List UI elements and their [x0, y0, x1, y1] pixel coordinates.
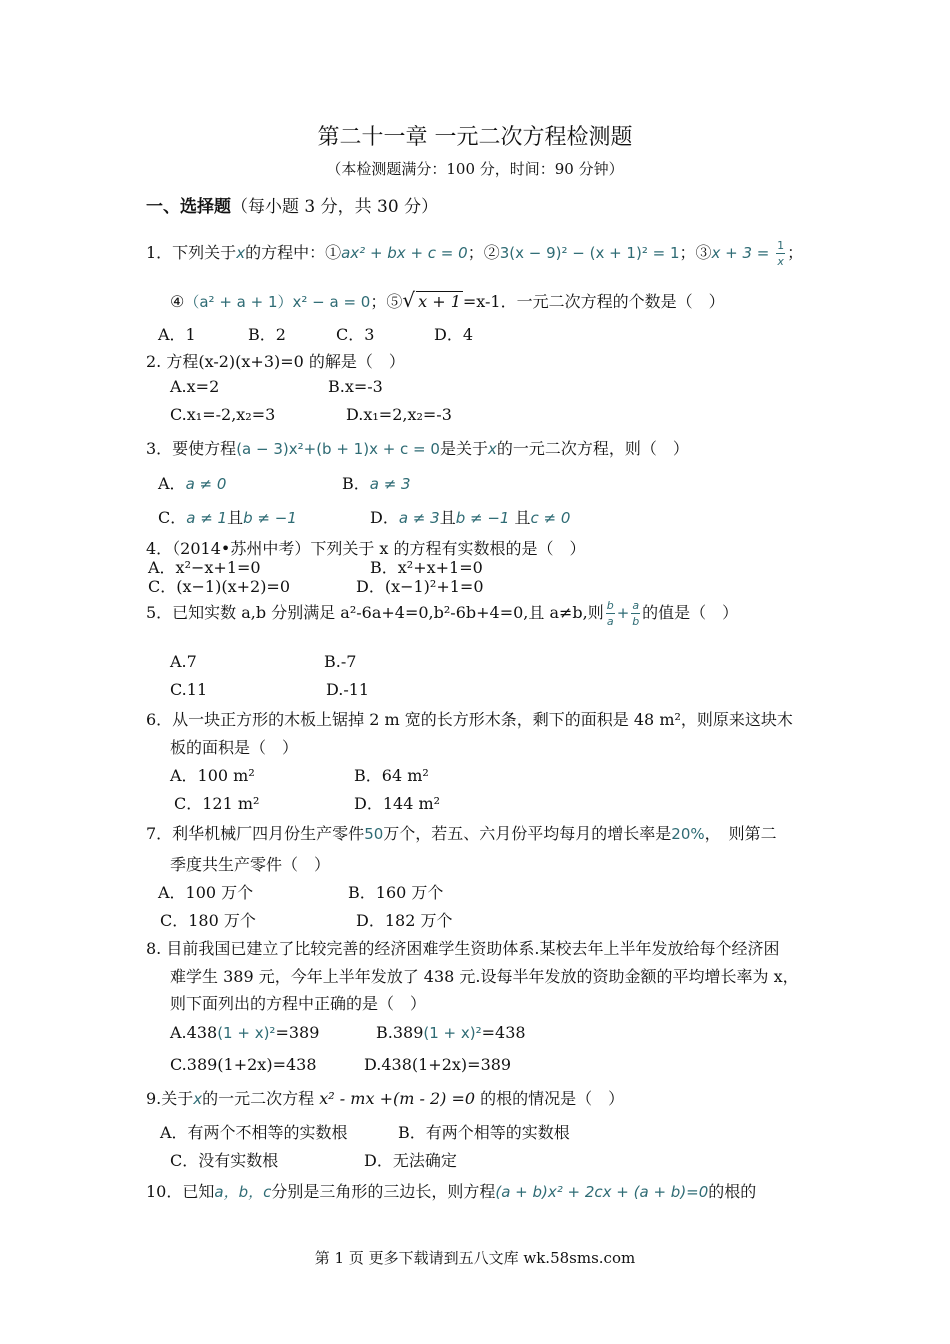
page-subtitle: （本检测题满分：100 分，时间：90 分钟）: [326, 160, 624, 178]
q4-stem: 4．（2014•苏州中考）下列关于 x 的方程有实数根的是（ ）: [146, 539, 586, 558]
q9-option-d[interactable]: D．无法确定: [364, 1151, 457, 1170]
q7-option-c[interactable]: C．180 万个: [160, 911, 256, 930]
q3-option-c-part1: a ≠ 1: [186, 509, 228, 527]
q3-eq: (a − 3)x²+(b + 1)x + c = 0: [236, 440, 440, 458]
q1-eq3: x + 3 =: [711, 244, 775, 262]
q1-tail: =x-1．一元二次方程的个数是（ ）: [462, 292, 725, 311]
q1-stem-line2: [170, 288, 725, 312]
q4-option-a[interactable]: A．x²−x+1=0: [148, 558, 261, 577]
q10-stem: [146, 1179, 756, 1202]
q6-option-b[interactable]: B．64 m²: [354, 766, 429, 785]
q9-stem: [146, 1086, 624, 1109]
q5-option-a[interactable]: A.7: [170, 652, 197, 671]
q2-option-d[interactable]: D.x₁=2,x₂=-3: [346, 405, 452, 424]
q8-option-a[interactable]: [170, 1023, 319, 1042]
q5-tail: 的值是（ ）: [642, 603, 739, 622]
q7-option-d[interactable]: D．182 万个: [356, 911, 453, 930]
q3-option-c-letter: C．: [158, 508, 187, 527]
q6-option-a[interactable]: A．100 m²: [170, 766, 255, 785]
q4-option-b[interactable]: B．x²+x+1=0: [370, 558, 483, 577]
q3-option-c-and: 且: [227, 508, 244, 527]
q3-tail: 的一元二次方程，则（ ）: [496, 439, 689, 458]
q9-eq: x² - mx +(m - 2) =0: [319, 1089, 476, 1108]
q1-stem: [146, 240, 803, 267]
q1-option-a[interactable]: A．1: [158, 325, 196, 344]
q1-semi: ；: [787, 243, 804, 262]
section-note: （每小题 3 分，共 30 分）: [231, 197, 439, 217]
q10-mid: 分别是三角形的三边长，则方程: [271, 1182, 496, 1201]
q8-option-b-part2: (1 + x)²: [423, 1024, 482, 1042]
q5-stem: [146, 600, 738, 627]
q3-option-d-and2: 且: [509, 508, 531, 527]
q1-eq2: 3(x − 9)² − (x + 1)² = 1: [499, 244, 680, 262]
q1-eq4: （a² + a + 1）x² − a = 0: [184, 293, 371, 311]
q8-option-a-part1: A.438: [170, 1023, 218, 1042]
q3-option-d[interactable]: [370, 505, 570, 528]
q7-tail: ， 则第二: [704, 824, 777, 843]
q10-vars: a，b，c: [214, 1183, 272, 1201]
q6-stem-line2: 板的面积是（ ）: [170, 738, 299, 757]
q3-mid: 是关于: [439, 439, 488, 458]
q1-sqrt: x + 1: [418, 292, 461, 311]
q1-var: x: [236, 244, 246, 262]
q1-eq1: ax² + bx + c = 0: [341, 244, 468, 262]
q3-option-c-part2: b ≠ −1: [243, 509, 297, 527]
q9-lead: 9.关于: [146, 1089, 194, 1108]
q1-sep5: ；⑤: [370, 292, 403, 311]
q4-option-d[interactable]: D．(x−1)²+1=0: [356, 577, 484, 596]
q5-option-c[interactable]: C.11: [170, 680, 208, 699]
q7-num1: 50: [364, 825, 384, 843]
q1-option-b[interactable]: B．2: [248, 325, 286, 344]
q2-option-c[interactable]: C.x₁=-2,x₂=3: [170, 405, 276, 424]
q5-option-d[interactable]: D.-11: [326, 680, 370, 699]
q5-frac2-num: a: [632, 599, 640, 612]
q10-lead: 10．已知: [146, 1182, 215, 1201]
section-title: 一、选择题: [146, 197, 231, 217]
q8-option-a-part2: (1 + x)²: [217, 1024, 276, 1042]
q5-lead: 5．已知实数 a,b 分别满足 a²-6a+4=0,b²-6b+4=0,且 a≠b,则: [146, 603, 604, 622]
q8-option-d[interactable]: D.438(1+2x)=389: [364, 1055, 512, 1074]
q1-frac-den: x: [777, 255, 784, 268]
q1-option-c[interactable]: C．3: [336, 325, 375, 344]
q3-option-a[interactable]: [158, 471, 226, 494]
q2-option-a[interactable]: A.x=2: [170, 377, 220, 396]
q3-option-c[interactable]: [158, 505, 297, 528]
q5-frac1-den: a: [606, 615, 614, 628]
q3-option-b[interactable]: [342, 471, 411, 494]
page-footer: 第 1 页 更多下载请到五八文库 wk.58sms.com: [314, 1249, 636, 1267]
q1-sep2: ；②: [467, 243, 500, 262]
q1-frac-num: 1: [777, 239, 785, 252]
q1-sep3: ；③: [679, 243, 712, 262]
q3-option-a-text: a ≠ 0: [185, 475, 227, 493]
q3-option-d-part1: a ≠ 3: [398, 509, 440, 527]
q8-option-b[interactable]: [376, 1023, 526, 1042]
q8-stem-line1: 8. 目前我国已建立了比较完善的经济困难学生资助体系.某校去年上半年发放给每个经济困: [146, 939, 780, 958]
q1-fraction: [776, 240, 785, 267]
q8-stem-line3: 则下面列出的方程中正确的是（ ）: [170, 994, 427, 1013]
q6-stem-line1: 6．从一块正方形的木板上锯掉 2 m 宽的长方形木条，剩下的面积是 48 m²，则原来这块木: [146, 710, 793, 729]
q7-option-a[interactable]: A．100 万个: [158, 883, 254, 902]
q3-option-b-text: a ≠ 3: [369, 475, 411, 493]
q9-option-a[interactable]: A．有两个不相等的实数根: [160, 1123, 348, 1142]
q8-stem-line2: 难学生 389 元，今年上半年发放了 438 元.设每半年发放的资助金额的平均增长率为 x，: [170, 967, 799, 986]
q6-option-d[interactable]: D．144 m²: [354, 794, 441, 813]
q3-stem: [146, 436, 689, 459]
q6-option-c[interactable]: C．121 m²: [174, 794, 260, 813]
q3-option-d-part2: b ≠ −1: [455, 509, 510, 527]
q3-lead: 3．要使方程: [146, 439, 237, 458]
q8-option-b-part1: B.389: [376, 1023, 424, 1042]
q8-option-a-part3: =389: [275, 1023, 320, 1042]
q7-stem-line1: [146, 821, 777, 844]
q7-stem-line2: 季度共生产零件（ ）: [170, 855, 331, 874]
q10-tail: 的根的: [708, 1182, 757, 1201]
q1-lead: 1．下列关于: [146, 243, 237, 262]
page-title: 第二十一章 一元二次方程检测题: [317, 125, 633, 150]
q7-lead: 7．利华机械厂四月份生产零件: [146, 824, 365, 843]
q9-tail: 的根的情况是（ ）: [475, 1089, 625, 1108]
q5-plus: +: [616, 604, 630, 622]
q5-option-b[interactable]: B.-7: [324, 652, 357, 671]
q9-var: x: [193, 1090, 203, 1108]
q5-frac2-den: b: [632, 615, 640, 628]
q3-var: x: [487, 440, 497, 458]
q9-mid: 的一元二次方程: [202, 1089, 320, 1108]
q8-option-b-part3: =438: [481, 1023, 526, 1042]
q10-eq: (a + b)x² + 2cx + (a + b)=0: [495, 1183, 709, 1201]
q3-option-d-part3: c ≠ 0: [530, 509, 571, 527]
radical-icon: √: [402, 288, 416, 312]
q3-option-d-letter: D．: [370, 508, 399, 527]
q3-option-a-letter: A．: [158, 474, 186, 493]
q1-circle4: ④: [170, 292, 185, 311]
q9-option-b[interactable]: B．有两个相等的实数根: [398, 1123, 570, 1142]
q5-frac-1: [606, 600, 615, 627]
q3-option-b-letter: B．: [342, 474, 370, 493]
q7-option-b[interactable]: B．160 万个: [348, 883, 444, 902]
q9-option-c[interactable]: C．没有实数根: [170, 1151, 279, 1170]
section-heading: [146, 192, 438, 217]
q2-stem: 2. 方程(x-2)(x+3)=0 的解是（ ）: [146, 352, 405, 371]
q7-mid: 万个，若五、六月份平均每月的增长率是: [383, 824, 672, 843]
q1-mid: 的方程中：①: [245, 243, 342, 262]
q2-option-b[interactable]: B.x=-3: [328, 377, 383, 396]
q7-num2: 20%: [671, 825, 705, 843]
q5-frac-2: [631, 600, 640, 627]
q4-option-c[interactable]: C．(x−1)(x+2)=0: [148, 577, 291, 596]
q8-option-c[interactable]: C.389(1+2x)=438: [170, 1055, 317, 1074]
q3-option-d-and1: 且: [439, 508, 456, 527]
q5-frac1-num: b: [606, 599, 614, 612]
q1-option-d[interactable]: D．4: [434, 325, 474, 344]
